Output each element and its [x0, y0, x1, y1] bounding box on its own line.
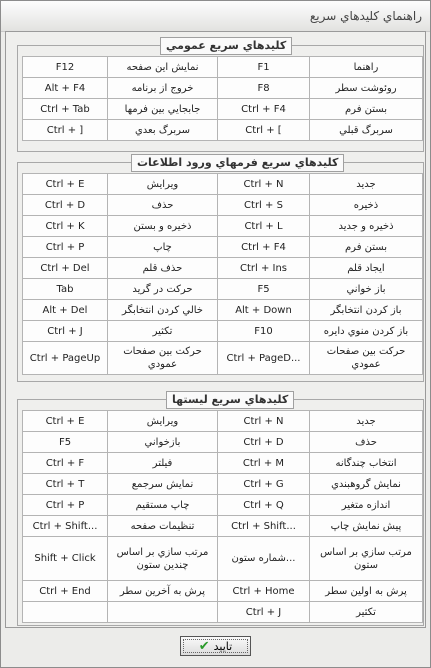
shortcut-desc-cell: حذف: [310, 432, 423, 453]
shortcut-key-cell: Ctrl + Home: [218, 581, 310, 602]
shortcut-row: [23, 300, 423, 321]
ok-button-label: تاييد: [213, 639, 233, 653]
shortcut-key-cell: شماره ستون...: [218, 537, 310, 581]
shortcut-desc-cell: ايجاد قلم: [310, 258, 423, 279]
shortcut-desc-cell: پيش نمايش چاپ: [310, 516, 423, 537]
shortcut-desc-cell: [108, 602, 218, 623]
shortcut-row: [23, 216, 423, 237]
shortcut-desc-cell: نمايش سرجمع: [108, 474, 218, 495]
shortcut-key-cell: F5: [218, 279, 310, 300]
shortcut-key-cell: Alt + Down: [218, 300, 310, 321]
shortcut-desc-cell: تنظيمات صفحه: [108, 516, 218, 537]
shortcut-desc-cell: جديد: [310, 174, 423, 195]
shortcut-row: [23, 432, 423, 453]
general-shortcuts-group: [17, 39, 424, 152]
shortcut-key-cell: Ctrl + Tab: [23, 99, 108, 120]
shortcut-key-cell: Ctrl + M: [218, 453, 310, 474]
shortcut-key-cell: Alt + F4: [23, 78, 108, 99]
shortcut-key-cell: Ctrl + J: [23, 321, 108, 342]
window-title: راهنماي كليدهاي سريع: [309, 9, 422, 23]
shortcut-key-cell: [23, 602, 108, 623]
shortcut-key-cell: Ctrl + D: [23, 195, 108, 216]
list-shortcuts-group: [17, 393, 424, 626]
shortcut-desc-cell: حركت بين صفحات عمودي: [310, 342, 423, 375]
shortcut-row: [23, 195, 423, 216]
shortcut-desc-cell: باز خواني: [310, 279, 423, 300]
shortcut-key-cell: Ctrl + J: [218, 602, 310, 623]
general-shortcuts-title: كليدهاي سريع عمومي: [160, 37, 292, 55]
shortcut-key-cell: F8: [218, 78, 310, 99]
shortcut-key-cell: Ctrl + F4: [218, 237, 310, 258]
general-shortcuts-table: [22, 56, 423, 141]
shortcut-desc-cell: ذخيره و بستن: [108, 216, 218, 237]
shortcut-desc-cell: تكثير: [310, 602, 423, 623]
shortcut-key-cell: Ctrl + PageUp: [23, 342, 108, 375]
shortcut-key-cell: Ctrl + Q: [218, 495, 310, 516]
shortcut-desc-cell: سربرگ قبلي: [310, 120, 423, 141]
shortcut-desc-cell: اندازه متغير: [310, 495, 423, 516]
shortcut-desc-cell: پرش به آخرين سطر: [108, 581, 218, 602]
list-shortcuts-title: كليدهاي سريع ليستها: [166, 391, 294, 409]
shortcut-row: [23, 602, 423, 623]
shortcut-desc-cell: حركت در گريد: [108, 279, 218, 300]
shortcut-key-cell: F10: [218, 321, 310, 342]
shortcut-row: [23, 537, 423, 581]
shortcut-key-cell: Ctrl + K: [23, 216, 108, 237]
shortcut-desc-cell: بستن فرم: [310, 237, 423, 258]
shortcut-desc-cell: خالي كردن انتخابگر: [108, 300, 218, 321]
shortcut-key-cell: Ctrl + N: [218, 174, 310, 195]
shortcut-row: [23, 78, 423, 99]
shortcut-key-cell: Ctrl + P: [23, 495, 108, 516]
shortcut-key-cell: Shift + Click: [23, 537, 108, 581]
shortcut-desc-cell: ذخيره و جديد: [310, 216, 423, 237]
shortcut-key-cell: Ctrl + G: [218, 474, 310, 495]
list-shortcuts-table: [22, 410, 423, 623]
title-bar: [1, 1, 430, 32]
shortcut-key-cell: F5: [23, 432, 108, 453]
shortcut-row: [23, 411, 423, 432]
shortcut-desc-cell: بستن فرم: [310, 99, 423, 120]
shortcut-desc-cell: فيلتر: [108, 453, 218, 474]
shortcut-key-cell: Ctrl + Del: [23, 258, 108, 279]
shortcut-desc-cell: چاپ: [108, 237, 218, 258]
shortcut-desc-cell: انتخاب چندگانه: [310, 453, 423, 474]
shortcut-desc-cell: ويرايش: [108, 174, 218, 195]
shortcut-key-cell: Alt + Del: [23, 300, 108, 321]
shortcut-key-cell: Ctrl + Shift...: [23, 516, 108, 537]
shortcut-row: [23, 495, 423, 516]
shortcut-key-cell: Ctrl + T: [23, 474, 108, 495]
shortcut-row: [23, 120, 423, 141]
shortcut-desc-cell: سربرگ بعدي: [108, 120, 218, 141]
ok-button[interactable]: [180, 636, 251, 656]
shortcut-key-cell: Ctrl + P: [23, 237, 108, 258]
form-shortcuts-table: [22, 173, 423, 375]
shortcut-key-cell: Tab: [23, 279, 108, 300]
shortcut-desc-cell: بازخواني: [108, 432, 218, 453]
shortcut-key-cell: F12: [23, 57, 108, 78]
form-shortcuts-group: [17, 156, 424, 382]
shortcut-desc-cell: روئوشت سطر: [310, 78, 423, 99]
shortcut-row: [23, 474, 423, 495]
shortcut-key-cell: Ctrl + Ins: [218, 258, 310, 279]
shortcut-key-cell: Ctrl + L: [218, 216, 310, 237]
ok-button-face: [183, 639, 248, 653]
shortcut-key-cell: Ctrl + ]: [23, 120, 108, 141]
shortcut-desc-cell: حركت بين صفحات عمودي: [108, 342, 218, 375]
shortcut-desc-cell: چاپ مستقيم: [108, 495, 218, 516]
shortcut-row: [23, 237, 423, 258]
shortcut-key-cell: Ctrl + E: [23, 174, 108, 195]
shortcut-row: [23, 321, 423, 342]
shortcut-row: [23, 57, 423, 78]
shortcut-row: [23, 279, 423, 300]
shortcut-desc-cell: باز كردن انتخابگر: [310, 300, 423, 321]
shortcut-key-cell: Ctrl + PageD...: [218, 342, 310, 375]
shortcut-row: [23, 174, 423, 195]
shortcut-row: [23, 342, 423, 375]
shortcut-key-cell: Ctrl + End: [23, 581, 108, 602]
shortcut-key-cell: Ctrl + F: [23, 453, 108, 474]
shortcut-desc-cell: مرتب سازي بر اساس چندين ستون: [108, 537, 218, 581]
shortcut-desc-cell: جابجايي بين فرمها: [108, 99, 218, 120]
shortcut-row: [23, 258, 423, 279]
shortcut-row: [23, 453, 423, 474]
shortcut-desc-cell: ذخيره: [310, 195, 423, 216]
shortcut-desc-cell: حذف: [108, 195, 218, 216]
shortcut-desc-cell: حذف قلم: [108, 258, 218, 279]
shortcut-key-cell: Ctrl + N: [218, 411, 310, 432]
shortcut-desc-cell: جديد: [310, 411, 423, 432]
shortcut-desc-cell: باز كردن منوي دايره: [310, 321, 423, 342]
form-shortcuts-title: كليدهاي سريع فرمهاي ورود اطلاعات: [131, 154, 344, 172]
shortcut-key-cell: Ctrl + Shift...: [218, 516, 310, 537]
shortcut-key-cell: Ctrl + F4: [218, 99, 310, 120]
shortcut-desc-cell: پرش به اولين سطر: [310, 581, 423, 602]
shortcut-desc-cell: راهنما: [310, 57, 423, 78]
shortcut-key-cell: Ctrl + [: [218, 120, 310, 141]
shortcut-desc-cell: نمايش اين صفحه: [108, 57, 218, 78]
shortcut-desc-cell: نمايش گروهبندي: [310, 474, 423, 495]
shortcut-row: [23, 516, 423, 537]
shortcut-desc-cell: تكثير: [108, 321, 218, 342]
shortcut-key-cell: Ctrl + D: [218, 432, 310, 453]
shortcut-row: [23, 99, 423, 120]
shortcut-key-cell: Ctrl + E: [23, 411, 108, 432]
shortcut-key-cell: Ctrl + S: [218, 195, 310, 216]
shortcut-desc-cell: ويرايش: [108, 411, 218, 432]
shortcut-desc-cell: خروج از برنامه: [108, 78, 218, 99]
shortcut-desc-cell: مرتب سازي بر اساس ستون: [310, 537, 423, 581]
checkmark-icon: ✔: [198, 638, 210, 654]
content-panel: [5, 31, 426, 628]
shortcut-key-cell: F1: [218, 57, 310, 78]
shortcut-row: [23, 581, 423, 602]
